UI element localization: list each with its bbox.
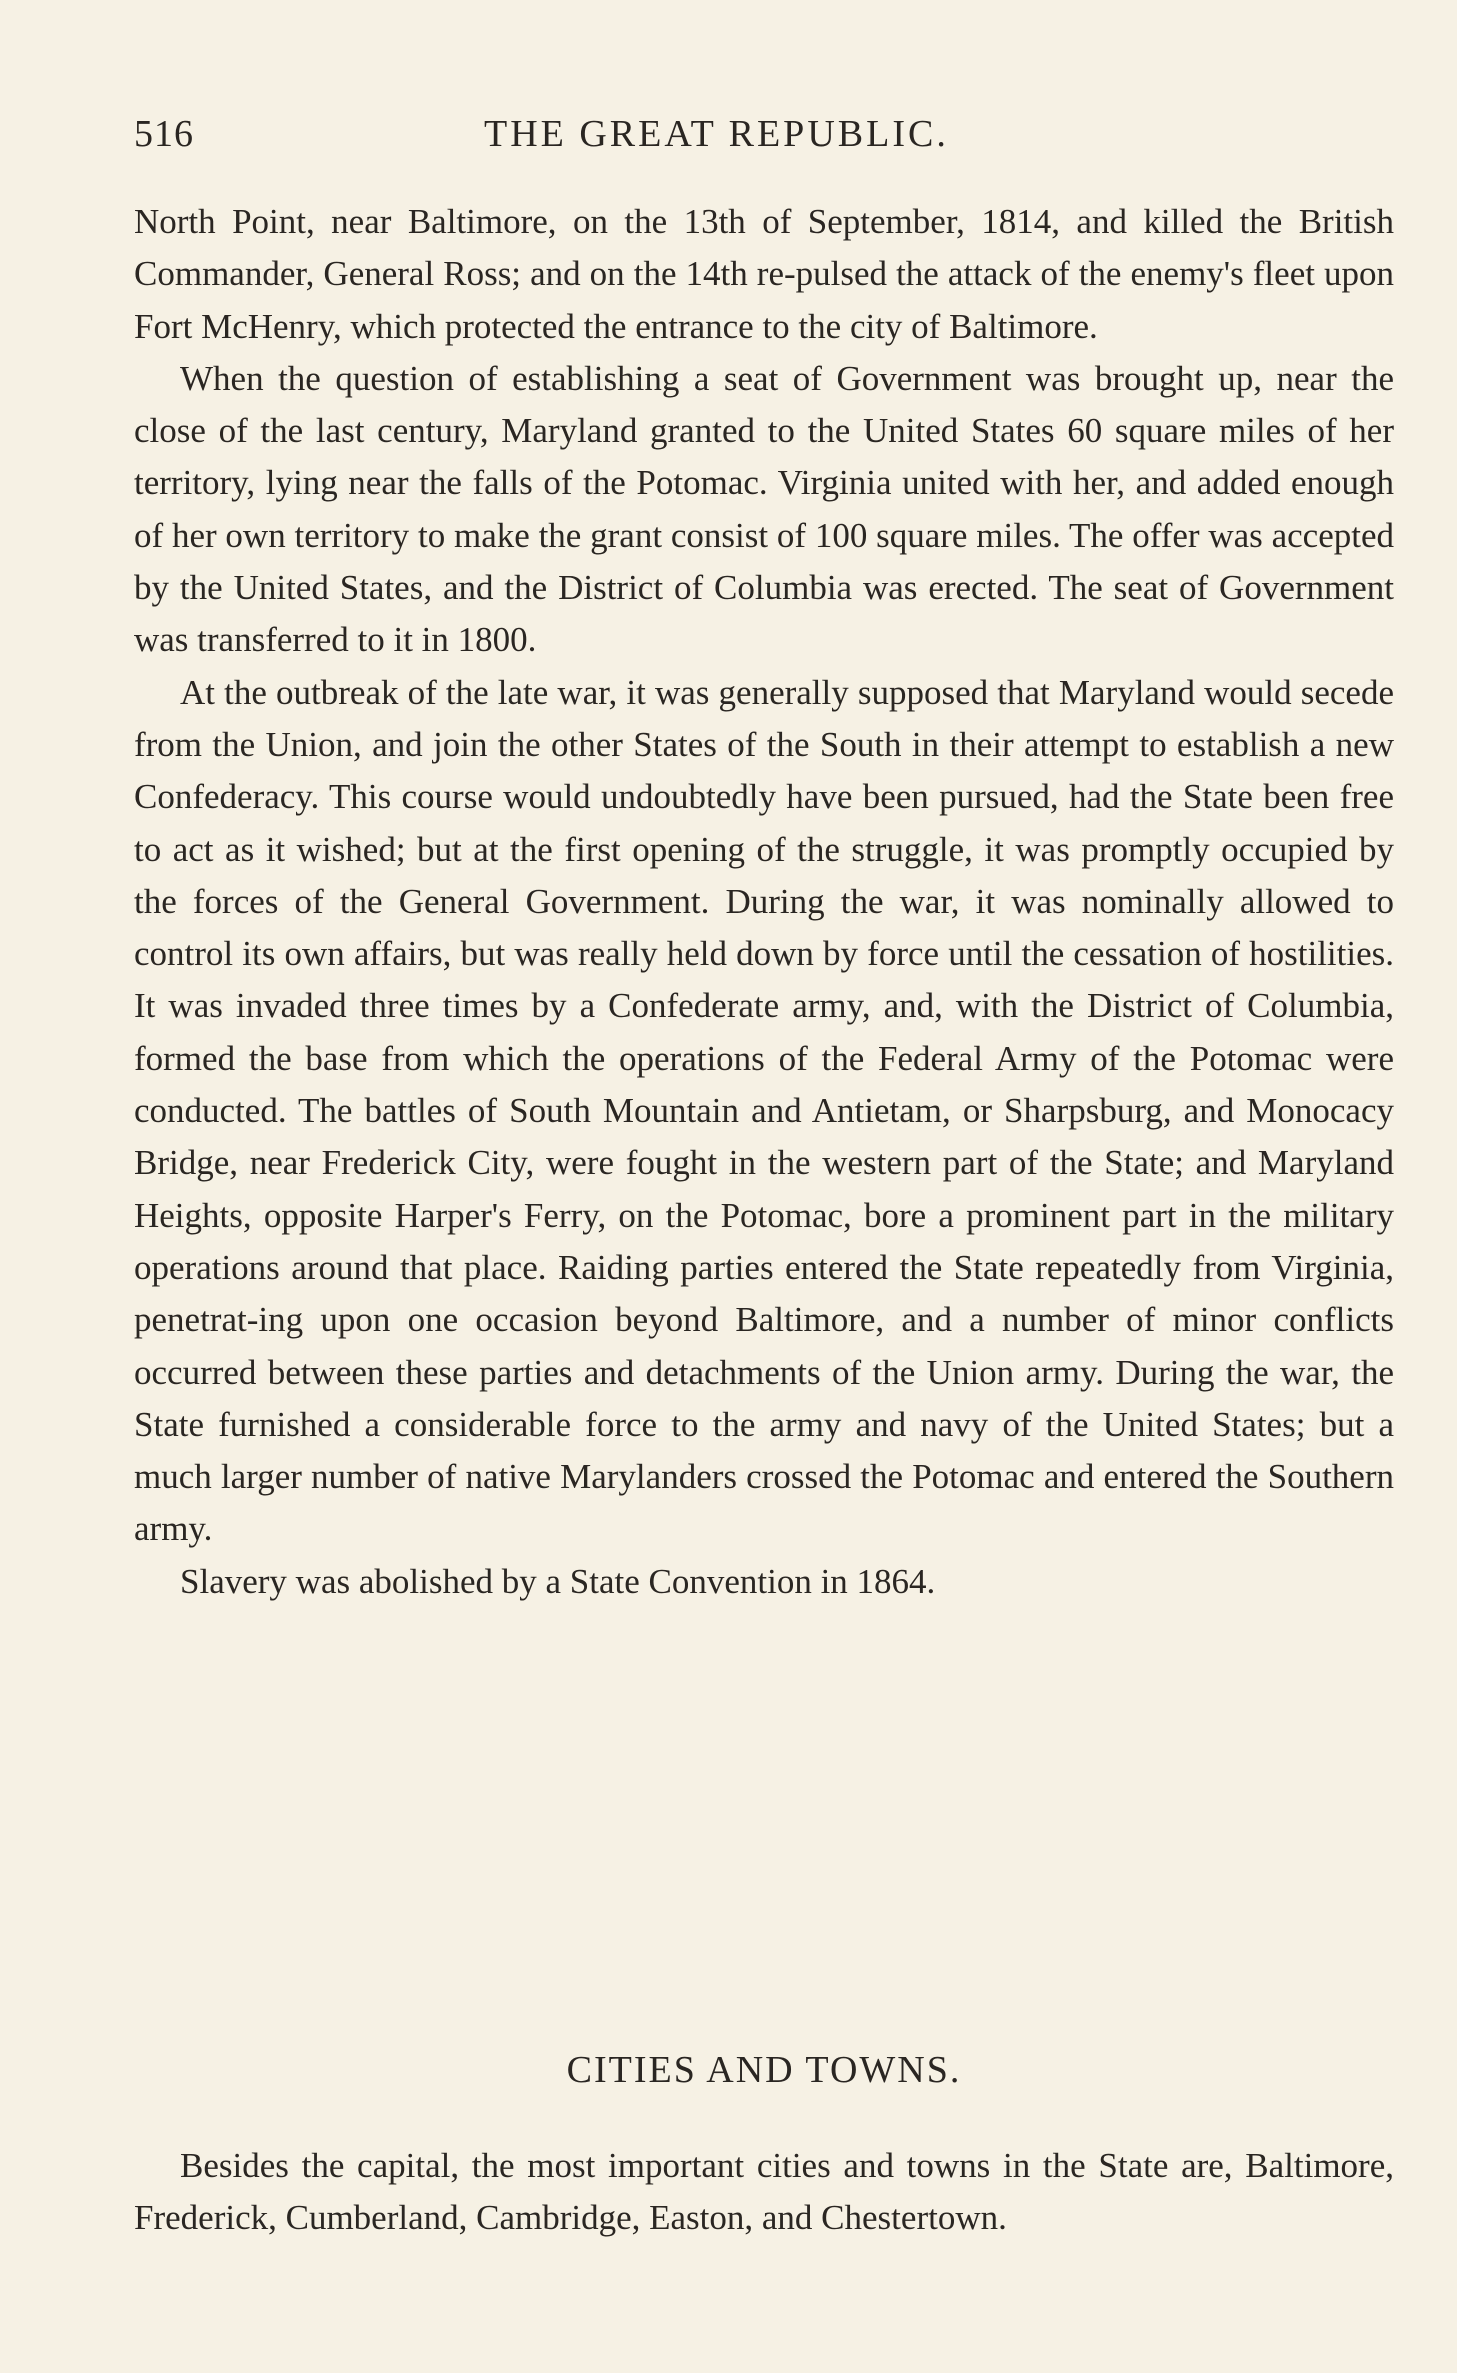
paragraph-continued: North Point, near Baltimore, on the 13th of September, 1814, and killed the British Commander, General Ross; and on the 14th re-pulsed the attack of the enemy's fleet upon Fort McHenry, which protected the entrance to the city of Baltimore. (134, 202, 1394, 346)
page-header (134, 112, 1394, 172)
paragraph-late-war: At the outbreak of the late war, it was generally supposed that Maryland would secede from the Union, and join the other States of the South in their attempt to establish a new Confederacy. This course would undoubtedly have been pursued, had the State been free to act as it wished; but at the first opening of the struggle, it was promptly occupied by the forces of the General Government. During the war, it was nominally allowed to control its own affairs, but was really held down by force until the cessation of hostilities. It was invaded three times by a Confederate army, and, with the District of Columbia, formed the base from which the operations of the Federal Army of the Potomac were conducted. The battles of South Mountain and Antietam, or Sharpsburg, and Monocacy Bridge, near Frederick City, were fought in the western part of the State; and Maryland Heights, opposite Harper's Ferry, on the Potomac, bore a prominent part in the military operations around that place. Raiding parties entered the State repeatedly from Virginia, penetrat-ing upon one occasion beyond Baltimore, and a number of minor conflicts occurred between these parties and detachments of the Union army. During the war, the State furnished a considerable force to the army and navy of the United States; but a much larger number of native Marylanders crossed the Potomac and entered the Southern army. (134, 672, 1394, 1549)
body-text (134, 196, 1394, 1608)
section-heading: CITIES AND TOWNS. (566, 2049, 962, 2091)
page-number: 516 (134, 113, 194, 155)
section-body (134, 2140, 1394, 2245)
paragraph-cities: Besides the capital, the most important cities and towns in the State are, Baltimore, Frederick, Cumberland, Cambridge, Easton, and Chestertown. (134, 2146, 1394, 2238)
paragraph-slavery: Slavery was abolished by a State Convention in 1864. (180, 1561, 936, 1601)
running-title: THE GREAT REPUBLIC. (484, 113, 949, 155)
paragraph-seat-of-government: When the question of establishing a seat of Government was brought up, near the close of the last century, Maryland granted to the United States 60 square miles of her territory, lying near the falls of the Potomac. Virginia united with her, and added enough of her own territory to make the grant consist of 100 square miles. The offer was accepted by the United States, and the District of Columbia was erected. The seat of Government was transferred to it in 1800. (134, 358, 1394, 660)
